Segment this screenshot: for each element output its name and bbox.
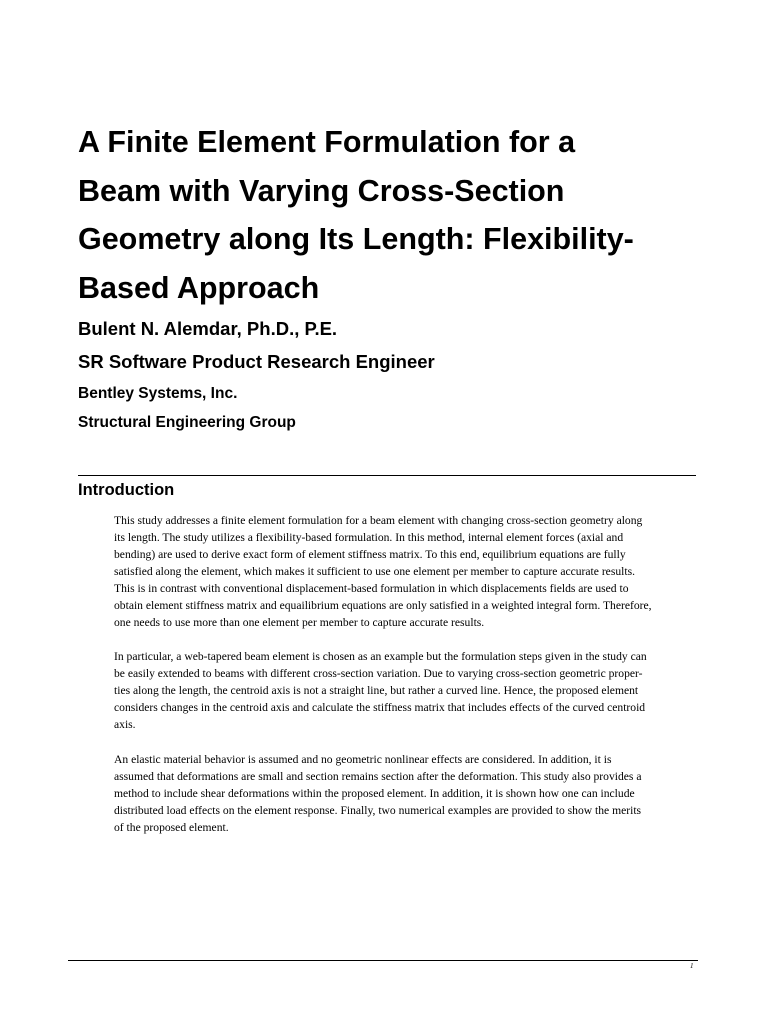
paragraph-line: obtain element stiffness matrix and equailibrium equations are only satisfied in a weighted integral form. Therefore, [114,599,652,612]
author-position: SR Software Product Research Engineer [78,351,435,372]
paragraph-line: assumed that deformations are small and section remains section after the deformation. This study also provides a [114,770,642,783]
section-divider [78,475,696,476]
author-name: Bulent N. Alemdar, Ph.D., P.E. [78,318,338,339]
group-name: Structural Engineering Group [78,414,296,431]
paragraph-line: bending) are used to derive exact form of element stiffness matrix. To this end, equilibrium equations are fully [114,548,626,561]
footer-divider [68,960,698,961]
title-line: Geometry along Its Length: Flexibility- [78,222,634,256]
paragraph-line: one needs to use more than one element per member to capture accurate results. [114,616,485,629]
paragraph-line: This study addresses a finite element formulation for a beam element with changing cross-section geometry along [114,514,643,527]
paragraph-line: ties along the length, the centroid axis is not a straight line, but rather a curved line. Hence, the proposed element [114,684,639,697]
paragraph-line: of the proposed element. [114,821,229,834]
title-line: Beam with Varying Cross-Section [78,173,565,208]
paragraph-line: satisfied along the element, which makes it sufficient to use one element per member to capture accurate results. [114,565,635,578]
body-paragraph [114,648,694,733]
section-heading: Introduction [78,481,175,499]
paragraph-line: its length. The study utilizes a flexibility-based formulation. In this method, internal element forces (axial and [114,531,624,544]
body-paragraph [114,512,694,631]
paragraph-line: axis. [114,718,136,731]
body-paragraph [114,751,694,836]
paragraph-line: An elastic material behavior is assumed and no geometric nonlinear effects are considered. In addition, it is [114,753,612,766]
paragraph-line: be easily extended to beams with different cross-section variation. Due to varying cross-section geometric proper- [114,667,643,680]
paper-title [78,118,718,312]
paragraph-line: In particular, a web-tapered beam element is chosen as an example but the formulation steps given in the study can [114,650,647,663]
paragraph-line: method to include shear deformations within the proposed element. In addition, it is shown how one can include [114,787,635,800]
page-number: 1 [690,962,694,970]
title-line: Based Approach [78,270,320,305]
paragraph-line: This is in contrast with conventional displacement-based formulation in which displacements fields are used to [114,582,629,595]
paragraph-line: distributed load effects on the element response. Finally, two numerical examples are provided to show the merits [114,804,642,817]
paragraph-line: considers changes in the centroid axis and calculate the stiffness matrix that includes effects of the curved centroid [114,701,646,714]
title-line: A Finite Element Formulation for a [78,125,576,159]
company-name: Bentley Systems, Inc. [78,385,238,402]
